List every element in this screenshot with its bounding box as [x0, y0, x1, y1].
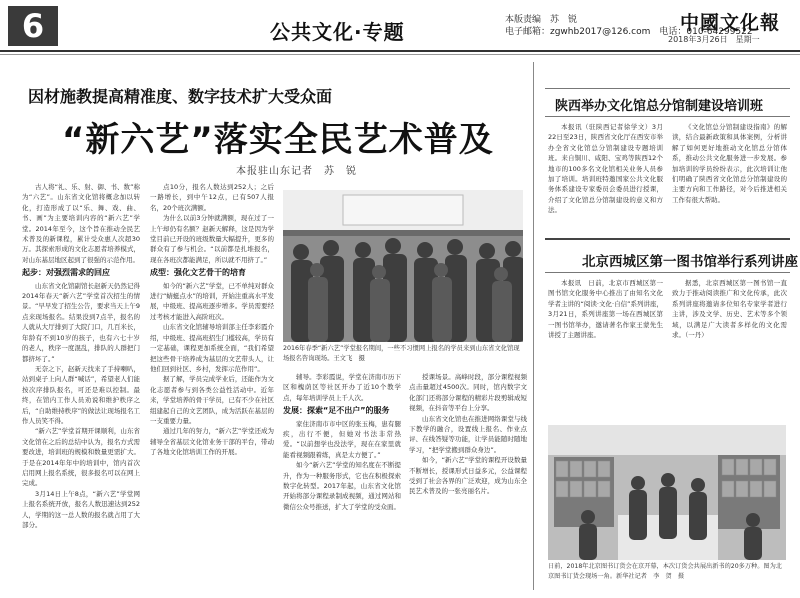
- masthead-rule: [0, 50, 800, 52]
- sidebar1-title-rule: [545, 116, 790, 117]
- article-column-3: [283, 372, 401, 592]
- paragraph: “新六艺”学堂首期开课顺利，山东省文化馆在之后的总结中认为，报名方式需要改进，培训班的规模和数量更需扩大。于是在2014年年中的培训中，馆内首次启用网上报名系统，很多报名可以在网上完成。: [22, 427, 140, 488]
- sidebar1-column-a: [548, 122, 663, 230]
- subheading: 起步：对强烈需求的回应: [22, 268, 110, 278]
- paragraph: 山东省文化馆副馆长赵新天仍然记得2014年春天“新六艺”学堂首次招生的情景。“早早发了招生公告，要求当天上午9点来现场报名。结果没到7点半，报名的人就从大厅排到了大院门口，几百米长，年龄有不到10岁的孩子，也有六七十岁的老人，秩序一度混乱，排队的人群把门都挤坏了。”: [22, 281, 140, 363]
- paper-logo: 中國文化報: [680, 12, 781, 34]
- article-column-4: [409, 372, 527, 592]
- photo-caption: 2016年春季“新六艺”学堂报名期间，一些不习惯网上报名的学员来到山东省文化馆现场报名咨询现场。王文飞 摄: [283, 345, 520, 362]
- issue-date: 2018年3月26日 星期一: [668, 35, 760, 44]
- article-column-1: [22, 182, 140, 592]
- subheading: 成型：强化文艺骨干的培育: [150, 268, 246, 278]
- sidebar2-text-b: 据悉，北京西城区第一图书馆一直致力于推动阅读推广和文化传承，此次系列讲座将邀请多位知名专家学者进行主讲，涉及文学、历史、艺术等多个领域，以满足广大读者多样化的文化需求。（一丹）: [672, 279, 787, 340]
- article-kicker: 因材施教提高精准度、数字技术扩大受众面: [28, 87, 333, 106]
- paragraph: 为什么以前3分钟就满额，现在过了一上午却仍有名额？赵新天解释，这是因为学堂目前已开设的班级数量大幅提升，更多的群众有了参与机会。“以前都是扎堆报名，现在各班次都能满足，所以就不用挤了。”: [150, 214, 274, 264]
- paragraph: 山东省文化馆也在推进网络课堂与线下教学的融合，设置线上报名、作业点评、在线答疑等功能，让学员能随时随地学习，“把学堂搬到群众身边”。: [409, 414, 527, 454]
- paragraph: 点10分，报名人数达到252人；之后一路增长，到中午12点，已有507人报名，20个班次满额。: [150, 183, 274, 212]
- editor-line: 本版责编 苏 锐: [505, 15, 578, 25]
- sidebar1-top-rule: [545, 88, 790, 89]
- subheading: 发展：探索“足不出户”的服务: [283, 406, 390, 416]
- sidebar2-text-a: 本报讯 日前，北京市西城区第一图书馆文化服务中心推出了由知名文化学者主讲的“阅读·文化·自信”系列讲座，3月21日，系列讲座第一场在西城区第一图书馆举办，邀请著名作家王蒙先生讲授了主题讲座。: [548, 279, 663, 340]
- paragraph: 古人将“礼、乐、射、御、书、数”称为“六艺”。山东省文化馆将概念加以转化，打造形成了以“乐、舞、戏、曲、书、画”为主要培训内容的“新六艺”学堂。2014年至今，这个旨在推动全民艺术普及的新课程，累计受众惠人次超30万。其探索形成的文化志愿者培养模式，对山东基层地区起到了很强的示范作用。: [22, 183, 140, 264]
- sidebar1-text-b: 《文化馆总分馆制建设指南》的解读，结合最新政策和具体案例，分析讲解了如何更好地推动文化馆总分馆体系，推动公共文化服务进一步发展。参加培训的学员纷纷表示，此次培训让他们明确了陕西省文化馆总分馆制建设的主要方向和工作路径，对今后推进相关工作有很大帮助。: [672, 123, 787, 204]
- article-headline: “新六艺”落实全民艺术普及: [62, 120, 494, 160]
- book-fair-caption: 日前，2018年北京图书订货会在京开幕，本次订货会共展出新书的20多万种。图为北京图书订货会现场一角。新华社记者 李 贺 摄: [548, 563, 782, 580]
- masthead-rule-thin: [0, 54, 800, 55]
- paragraph: 家住济南市市中区的张玉梅，患有腿疾，出行不便，但她对书法非常热爱。“以前想学也没法学，现在在家里就能看视频跟着练，真是太方便了。”: [283, 419, 401, 459]
- sidebar2-column-a: [548, 278, 663, 386]
- page-number: 6: [8, 6, 58, 46]
- paragraph: 如今“新六艺”学堂的知名度在不断提升，作为一种服务形式，它也在积极探索数字化转型。2017年起，山东省文化馆开始将部分课程录制成视频，通过网站和微信公众号推送，扩大了学堂的受众面。: [283, 461, 401, 511]
- paragraph: 辅导。李彩霞说，学堂在济南市历下区和槐荫区等社区开办了近10个教学点，每年培训学员上千人次。: [283, 373, 401, 402]
- section-title: 公共文化·专题: [270, 20, 405, 44]
- column-divider: [533, 62, 534, 590]
- sidebar1-column-b: [672, 122, 787, 230]
- sidebar2-column-b: [672, 278, 787, 386]
- email-line: 电子邮箱：zgwhb2017@126.com 电话：010-64299522: [505, 27, 753, 37]
- paragraph: 山东省文化馆辅导培训部主任李彩霞介绍，中级班、提高班招生门槛较高，学员有一定基础，课程更加系统全面，“我们希望把这些骨干培养成为基层的文艺带头人，让他们回到社区、乡村，发挥示范作用”。: [150, 323, 274, 373]
- article-column-2: [150, 182, 274, 592]
- paragraph: 通过几年的努力，“新六艺”学堂还成为辅导全省基层文化馆业务干部的平台，带动了各地文化馆培训工作的开展。: [150, 427, 274, 457]
- sidebar1-title: 陕西举办文化馆总分馆制建设培训班: [555, 99, 764, 114]
- sidebar1-text-a: 本报讯（驻陕西记者徐学文）3月22日至23日，陕西省文化厅在西安市举办全省文化馆总分馆制建设专题培训班。来自铜川、咸阳、宝鸡等陕西12个地市的100多名文化馆相关业务人员参加了培训。培训班特邀国家公共文化服务体系建设专家委员会委员进行授课，介绍了文化馆总分馆制建设的意义和方法。: [548, 123, 663, 215]
- sidebar2-title: 北京西城区第一图书馆举行系列讲座: [582, 254, 798, 270]
- paragraph: 无奈之下，赵新天找来了手持喇叭，站到桌子上向人群“喊话”，希望老人们能按次序排队报名，可还是难以控制。最终，在馆内工作人员劝说和维护秩序之后，“自助维持秩序”的做法让现场报名工作人员笑不得。: [22, 364, 140, 425]
- paragraph: 如今，“新六艺”学堂的课程开设数量不断增长，授课形式日益多元，公益课程受到了社会各界的广泛欢迎，成为山东全民艺术普及的一张亮丽名片。: [409, 456, 527, 496]
- sidebar2-title-rule: [545, 272, 790, 273]
- paragraph: 授课场景。高峰时段，部分课程视频点击量超过4500次。同时，馆内数字文化部门还将部分课程的精彩片段剪辑成短视频，在抖音等平台上分享。: [409, 373, 527, 413]
- paragraph: 据了解，学员完成学业后，还能作为文化志愿者参与到各类公益性活动中。近年来，学堂培养的骨干学员，已有不少在社区组建起自己的文艺团队，成为活跃在基层的一支重要力量。: [150, 375, 274, 425]
- book-fair-photo: [548, 425, 786, 560]
- book-fair-photo-image: [548, 425, 786, 560]
- sidebar2-top-rule: [545, 238, 790, 240]
- crowd-photo: [283, 190, 523, 342]
- crowd-photo-image: [283, 190, 523, 342]
- article-byline: 本报驻山东记者 苏 锐: [236, 166, 357, 177]
- paragraph: 如今的“新六艺”学堂，已不单纯对群众进行“蜻蜓点水”的培训，开始注重高水平发展，中级班、提高班逐步增多。学员需要经过考核才能进入高阶班次。: [150, 281, 274, 321]
- paragraph: 3月14日上午8点，“新六艺”学堂网上报名系统开放，报名人数迅速达到252人，学期的这一总人数的报名就占用了大部分。: [22, 489, 140, 529]
